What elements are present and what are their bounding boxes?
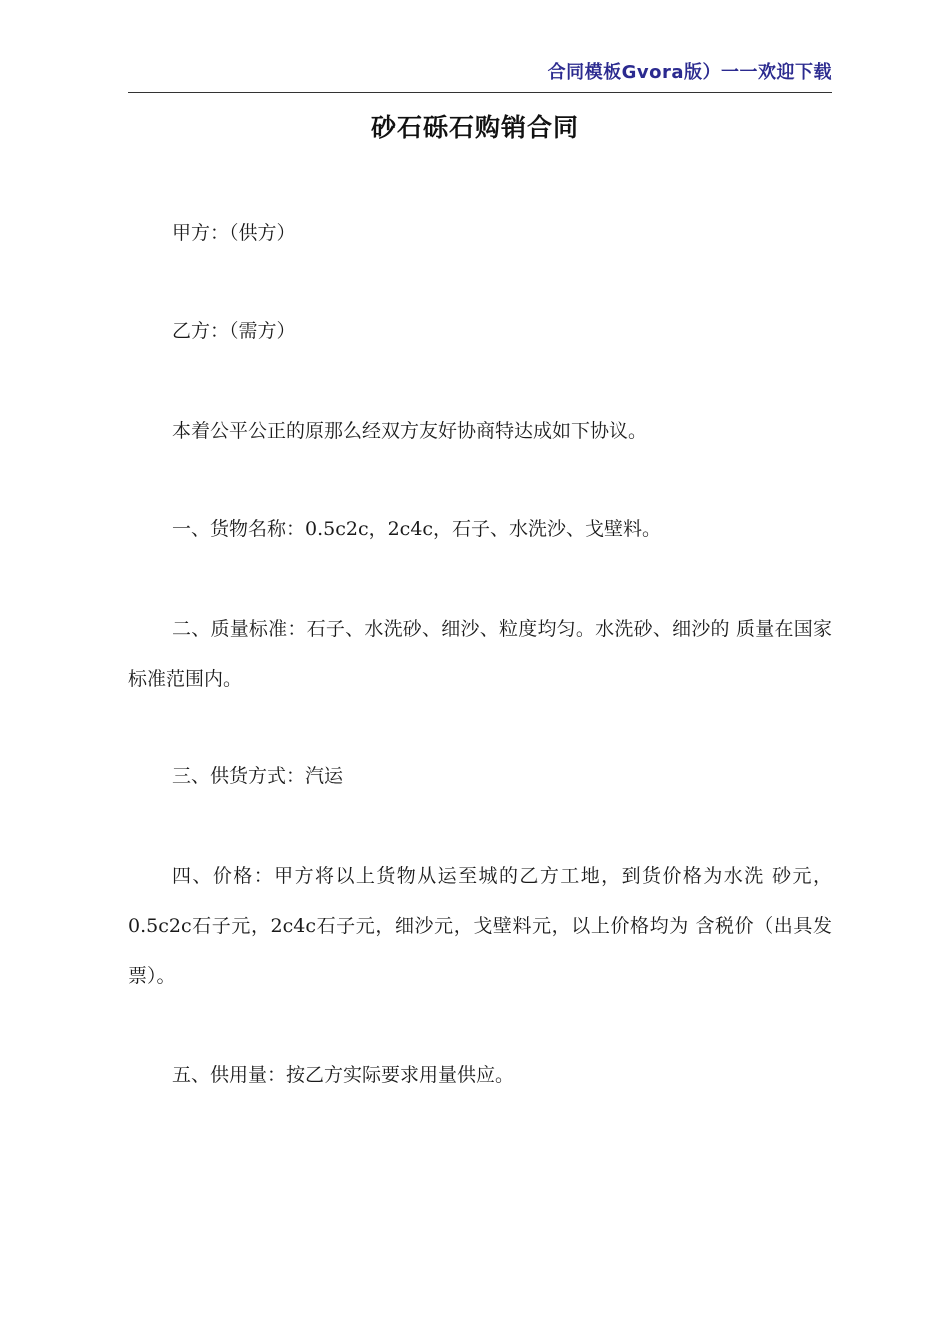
paragraph-quality-standard: 二、质量标准：石子、水洗砂、细沙、粒度均匀。水洗砂、细沙的 质量在国家标准范围内。 <box>128 618 832 690</box>
document-title: 砂石砾石购销合同 <box>370 113 579 142</box>
header-text: 合同模板Gvora版）一一欢迎下载 <box>547 62 832 83</box>
paragraph-price: 四、价格：甲方将以上货物从运至城的乙方工地，到货价格为水洗 砂元，0.5c2c石子元，2c4c石子元，细沙元，戈壁料元，以上价格均为 含税价（出具发票）。 <box>128 865 832 987</box>
paragraph-supply-quantity: 五、供用量：按乙方实际要求用量供应。 <box>172 1064 515 1086</box>
paragraph-goods-name: 一、货物名称：0.5c2c，2c4c，石子、水洗沙、戈壁料。 <box>172 518 662 540</box>
paragraph-delivery-method: 三、供货方式：汽运 <box>172 765 344 787</box>
paragraph-preamble: 本着公平公正的原那么经双方友好协商特达成如下协议。 <box>172 420 648 442</box>
paragraph-party-a: 甲方：（供方） <box>172 222 296 244</box>
page-header <box>128 58 832 93</box>
paragraph-party-b: 乙方：（需方） <box>172 320 296 342</box>
